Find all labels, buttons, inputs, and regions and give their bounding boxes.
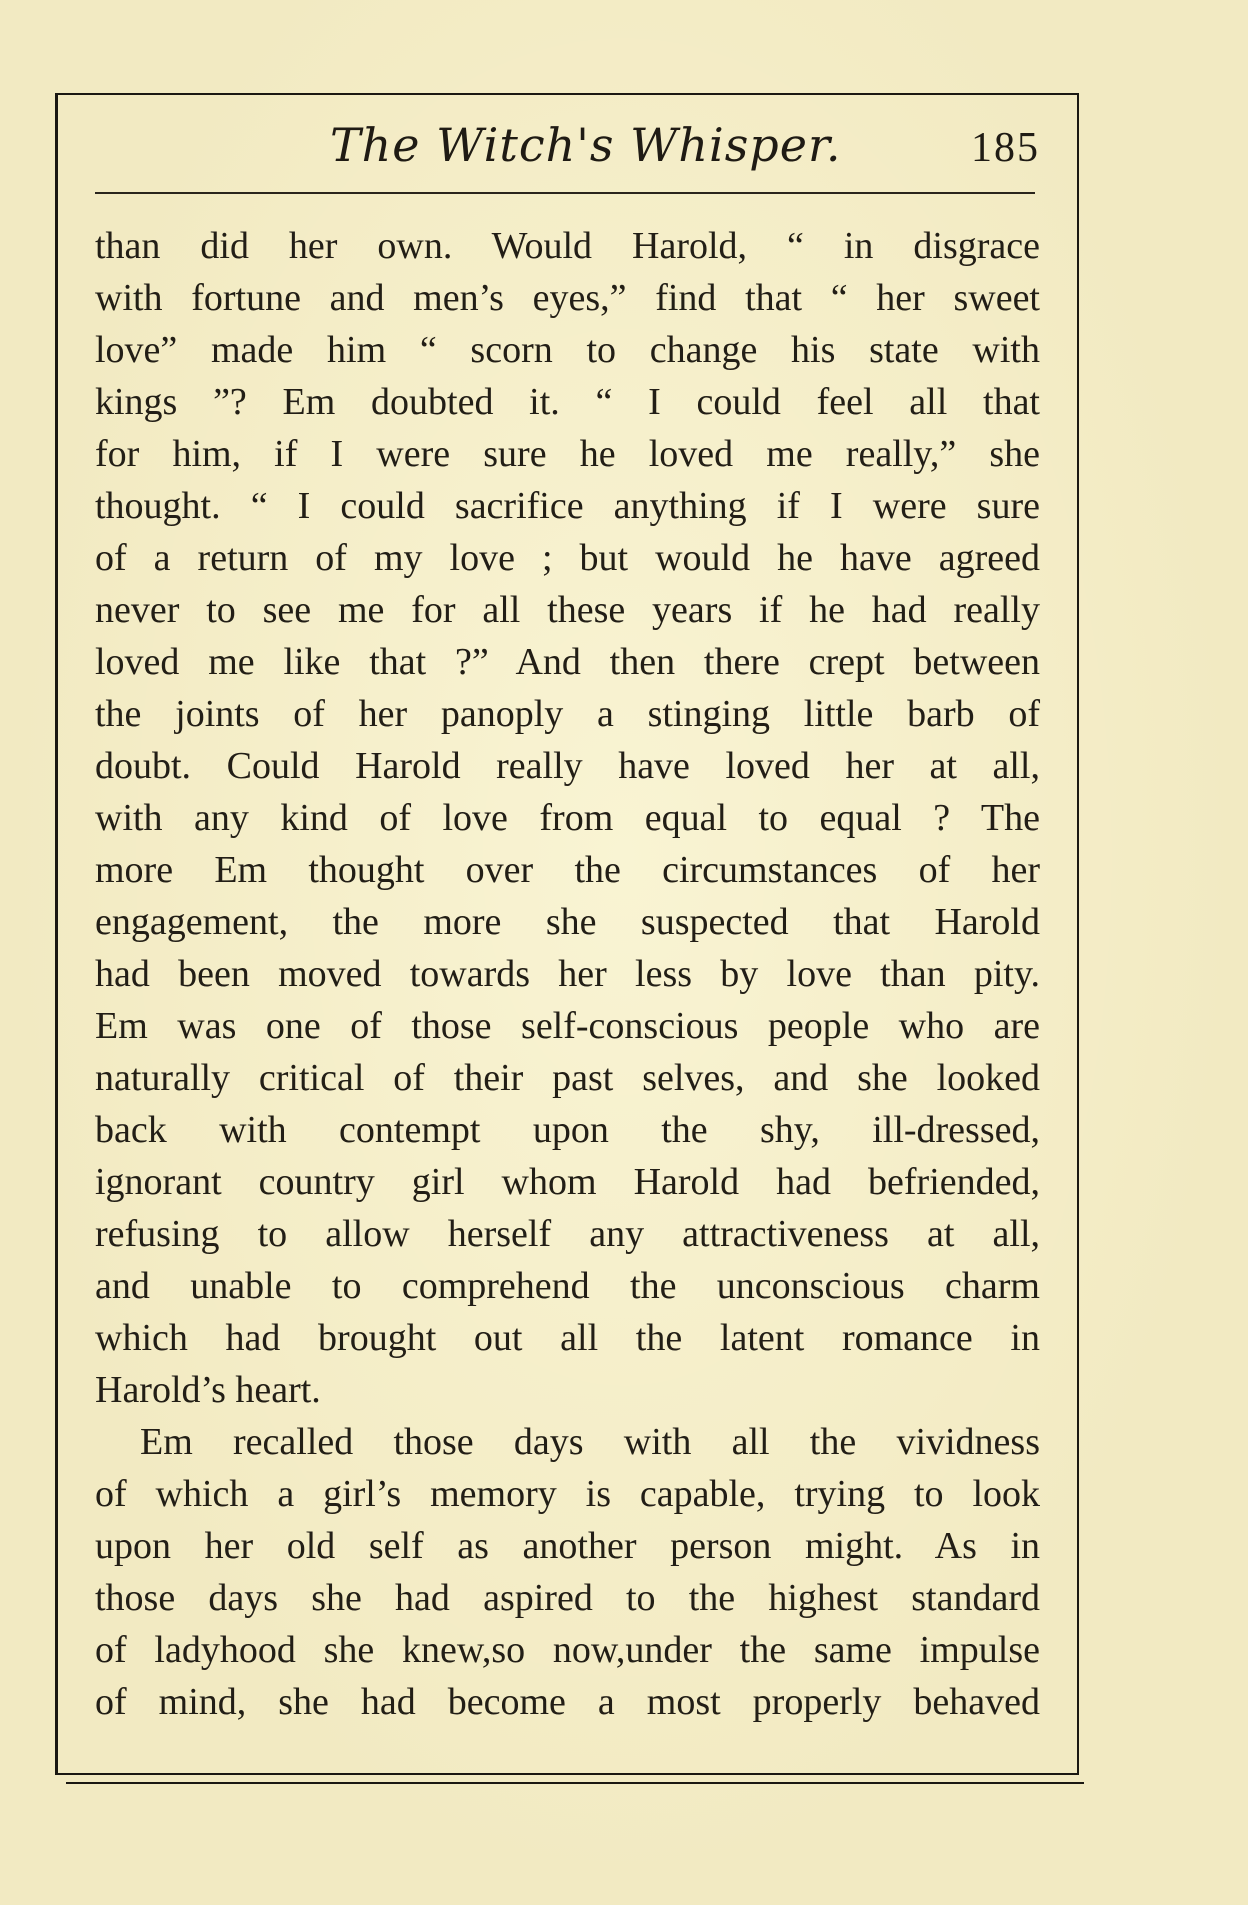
- text-line-paragraph-end: Harold’s heart.: [95, 1369, 321, 1411]
- text-line: doubt. Could Harold really have loved her at all,: [95, 745, 1040, 787]
- page-border-bottom-shadow: [66, 1782, 1084, 1784]
- page-number: 185: [971, 125, 1040, 171]
- text-line: with fortune and men’s eyes,” find that “ her sweet: [95, 277, 1040, 319]
- text-line: of ladyhood she knew,so now,under the same impulse: [95, 1629, 1040, 1671]
- running-title: The Witch's Whisper.: [330, 118, 842, 172]
- text-line: than did her own. Would Harold, “ in disgrace: [95, 225, 1040, 267]
- text-line: refusing to allow herself any attractiveness at all,: [95, 1213, 1040, 1255]
- text-line: kings ”? Em doubted it. “ I could feel all that: [95, 381, 1040, 423]
- text-line: those days she had aspired to the highest standard: [95, 1577, 1040, 1619]
- text-line: ignorant country girl whom Harold had befriended,: [95, 1161, 1040, 1203]
- text-line: upon her old self as another person might. As in: [95, 1525, 1040, 1567]
- text-line: naturally critical of their past selves, and she looked: [95, 1057, 1040, 1099]
- text-line: of which a girl’s memory is capable, trying to look: [95, 1473, 1040, 1515]
- text-line: back with contempt upon the shy, ill-dressed,: [95, 1109, 1040, 1151]
- text-line: more Em thought over the circumstances of her: [95, 849, 1040, 891]
- text-line: had been moved towards her less by love than pity.: [95, 953, 1040, 995]
- text-line: which had brought out all the latent romance in: [95, 1317, 1040, 1359]
- text-line: for him, if I were sure he loved me really,” she: [95, 433, 1040, 475]
- running-header: [95, 118, 1040, 188]
- text-line: and unable to comprehend the unconscious charm: [95, 1265, 1040, 1307]
- text-line: of a return of my love ; but would he have agreed: [95, 537, 1040, 579]
- text-line: thought. “ I could sacrifice anything if I were sure: [95, 485, 1040, 527]
- text-line: engagement, the more she suspected that Harold: [95, 901, 1040, 943]
- body-text: [95, 220, 1040, 1728]
- text-line: of mind, she had become a most properly behaved: [95, 1681, 1040, 1723]
- text-line: love” made him “ scorn to change his state with: [95, 329, 1040, 371]
- header-rule: [95, 192, 1035, 194]
- text-line-paragraph-start: Em recalled those days with all the vividness: [140, 1421, 1040, 1463]
- text-line: the joints of her panoply a stinging little barb of: [95, 693, 1040, 735]
- text-line: Em was one of those self-conscious people who are: [95, 1005, 1040, 1047]
- text-line: with any kind of love from equal to equal ? The: [95, 797, 1040, 839]
- text-line: never to see me for all these years if he had really: [95, 589, 1040, 631]
- text-line: loved me like that ?” And then there crept between: [95, 641, 1040, 683]
